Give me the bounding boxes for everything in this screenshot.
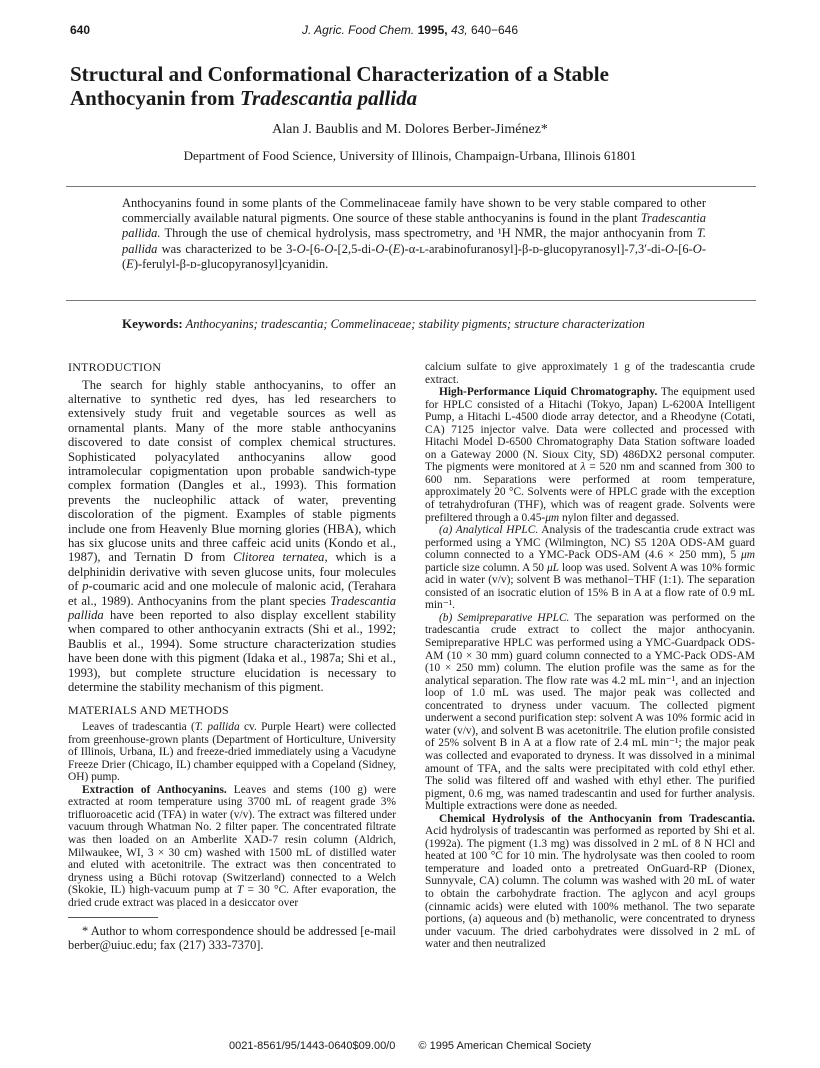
journal-pages: 640−646 — [470, 23, 519, 37]
paragraph: Extraction of Anthocyanins. Leaves and stems (100 g) were extracted at room temperature using 3700 mL of reagent grade 3% trifluoroacetic acid (TFA) in water (v/v). The extract was filtered under vacuum through Whatman No. 2 filter paper. The concentrated filtrate was then loaded on an Amberlite XAD-7 resin column (Aldrich, Milwaukee, WI, 3 × 30 cm) washed with 1500 mL of distilled water and eluted with acetonitrile. The extract was then concentrated to dryness using a Büchi rotovap (Switzerland) connected to a Welch (Skokie, IL) high-vacuum pump at T = 30 °C. After evaporation, the dried crude extract was placed in a desiccator over — [68, 783, 396, 909]
subheading: (a) Analytical HPLC. — [439, 524, 539, 537]
paragraph: High-Performance Liquid Chromatography. The equipment used for HPLC consisted of a Hitachi (Tokyo, Japan) L-6200A Intelligent Pump, a Hitachi L-4500 diode array detector, and a Rheodyne (Cotati, CA) 7125 injector valve. Data were collected and processed with Hitachi Model D-6500 Chromatography Data Station software loaded on a Gateway 2000 (N. Sioux City, SD) 486DX2 personal computer. The pigments were monitored at λ = 520 nm and scanned from 300 to 600 nm. Separations were performed at room temperature, approximately 20 °C. Solvents were of HPLC grade with the exception of tetrahydrofuran (THF), which was of reagent grade. Solvents were prefiltered through a 0.45-μm nylon filter and degassed. — [425, 386, 755, 524]
journal-year: 1995, — [417, 23, 448, 37]
keywords-label: Keywords: — [122, 316, 183, 331]
run-in-heading: Chemical Hydrolysis of the Anthocyanin from Tradescantia. — [439, 812, 755, 825]
section-heading-introduction: INTRODUCTION — [68, 360, 162, 374]
page-footer — [0, 1040, 820, 1052]
divider — [66, 300, 756, 301]
footnote: * Author to whom correspondence should be addressed [e-mail berber@uiuc.edu; fax (217) 333-7370]. — [68, 924, 396, 953]
article-title — [70, 62, 770, 110]
copyright: © 1995 American Chemical Society — [418, 1040, 591, 1052]
journal-volume: 43, — [450, 23, 468, 37]
run-in-heading: High-Performance Liquid Chromatography. — [439, 386, 658, 399]
title-line-1: Structural and Conformational Characterization of a Stable — [70, 62, 609, 86]
keywords-text: Anthocyanins; tradescantia; Commelinaceae; stability pigments; structure characterization — [182, 317, 645, 331]
paragraph: (b) Semipreparative HPLC. The separation was performed on the tradescantia crude extract to collect the major anthocyanin. Semipreparative HPLC was performed using a YMC-Guardpack ODS-AM (10 × 30 mm) guard column connected to a YMC-Pack ODS-AM (10 × 250 mm) column. The elution profile was the same as for the analytical separation. The flow rate was 4.2 mL min⁻¹, and an injection loop of 1.0 mL was used. The major peak was collected and concentrated to dryness under vacuum. The collected pigment underwent a second purification step: solvent A was 10% formic acid in water (v/v), and solvent B was acetonitrile. The elution profile consisted of 25% solvent B in A at a flow rate of 2.4 mL min⁻¹; the major peak was collected and evaporated to dryness. It was dissolved in a minimal amount of TFA, and the salts were precipitated with cold ethyl ether. The solid was filtered off and washed with ethyl ether. The purified pigment, 0.6 mg, was named tradescantin and used for further analysis. Multiple extractions were done as needed. — [425, 611, 755, 813]
author-list: Alan J. Baublis and M. Dolores Berber-Jiménez* — [272, 122, 548, 137]
paragraph: Chemical Hydrolysis of the Anthocyanin from Tradescantia. Acid hydrolysis of tradescantin was performed as reported by Shi et al. (1992a). The pigment (1.3 mg) was dissolved in 2 mL of 8 N HCl and heated at 100 °C for 10 min. The hydrolysate was then cooled to room temperature and loaded onto a pretreated OnGuard-RP (Dionex, Sunnyvale, CA) column. The column was washed with 20 mL of water to obtain the carbohydrate fraction. The aglycon and acyl groups (cinnamic acids) were eluted with 100% methanol. The two separate portions, (a) aqueous and (b) methanolic, were concentrated to dryness under vacuum. The dried carbohydrates were dissolved in 2 mL of water and then neutralized — [425, 812, 755, 951]
paragraph: calcium sulfate to give approximately 1 g of the tradescantia crude extract. — [425, 361, 755, 386]
subheading: (b) Semipreparative HPLC. — [439, 611, 570, 624]
running-header — [0, 23, 820, 37]
paragraph: Leaves of tradescantia (T. pallida cv. Purple Heart) were collected from greenhouse-grown plants (Department of Horticulture, University of Illinois, Urbana, IL) and freeze-dried immediately using a Vacudyne Freeze Drier (Chicago, IL) chamber equipped with a Copeland (Sidney, OH) pump. — [68, 721, 396, 784]
section-heading-methods: MATERIALS AND METHODS — [68, 703, 229, 718]
paragraph: (a) Analytical HPLC. Analysis of the tradescantia crude extract was performed using a YMC (Wilmington, NC) S5 120A ODS-AM guard column connected to a YMC-Pack ODS-AM (4.6 × 250 mm), 5 μm particle size column. A 50 μL loop was used. Solvent A was 10% formic acid in water (v/v); solvent B was methanol−THF (1:1). The separation consisted of an isocratic elution of 15% B in A at a flow rate of 0.9 mL min⁻¹. — [425, 524, 755, 612]
paragraph: The search for highly stable anthocyanins, to offer an alternative to synthetic red dyes, has led researchers to extensively study fruit and vegetable sources as well as ornamental plants. Many of the more stable anthocyanins discovered to date consist of complex chemical structures. Sophisticated polyacylated anthocyanins allow good intramolecular copigmentation upon probable sandwich-type complex formation (Dangles et al., 1993). This formation prevents the nucleophilic attack of water, preventing discoloration of the pigment. Examples of stable pigments include one from Heavenly Blue morning glories (HBA), which has six glucose units and three caffeic acid units (Kondo et al., 1987), and Ternatin D from Clitorea ternatea, which is a delphinidin derivative with seven glucose units, four molecules of p-coumaric acid and one molecule of malonic acid, (Terahara et al., 1989). Anthocyanins from the plant species Tradescantia pallida have been reported to also display excellent stability when compared to other anthocyanin extracts (Shi et al., 1992; Baublis et al., 1994). Some structure characterization studies have been done with this pigment (Idaka et al., 1987a; Shi et al., 1993), but complete structure elucidation is necessary to determine the stability mechanism of this pigment. — [68, 377, 397, 695]
page-number: 640 — [70, 23, 91, 37]
divider — [66, 186, 756, 187]
run-in-heading: Extraction of Anthocyanins. — [82, 783, 227, 796]
title-line-2: Anthocyanin from Tradescantia pallida — [70, 86, 418, 110]
footnote-divider — [68, 917, 158, 918]
journal-name: J. Agric. Food Chem. — [301, 23, 415, 37]
keywords — [122, 316, 706, 332]
left-column — [68, 361, 396, 952]
affiliation: Department of Food Science, University of Illinois, Champaign-Urbana, Illinois 61801 — [183, 148, 637, 163]
abstract: Anthocyanins found in some plants of the Commelinaceae family have shown to be very stable compared to other commercially available natural pigments. One source of these stable anthocyanins is found in the plant Tradescantia pallida. Through the use of chemical hydrolysis, mass spectrometry, and ¹H NMR, the major anthocyanin from T. pallida was characterized to be 3-O-[6-O-[2,5-di-O-(E)-α-ʟ-arabinofuranosyl]-β-ᴅ-glucopyranosyl]-7,3′-di-O-[6-O-(E)-ferulyl-β-ᴅ-glucopyranosyl]cyanidin. — [122, 196, 706, 271]
article-code: 0021-8561/95/1443-0640$09.00/0 — [228, 1040, 396, 1052]
right-column — [425, 361, 755, 951]
